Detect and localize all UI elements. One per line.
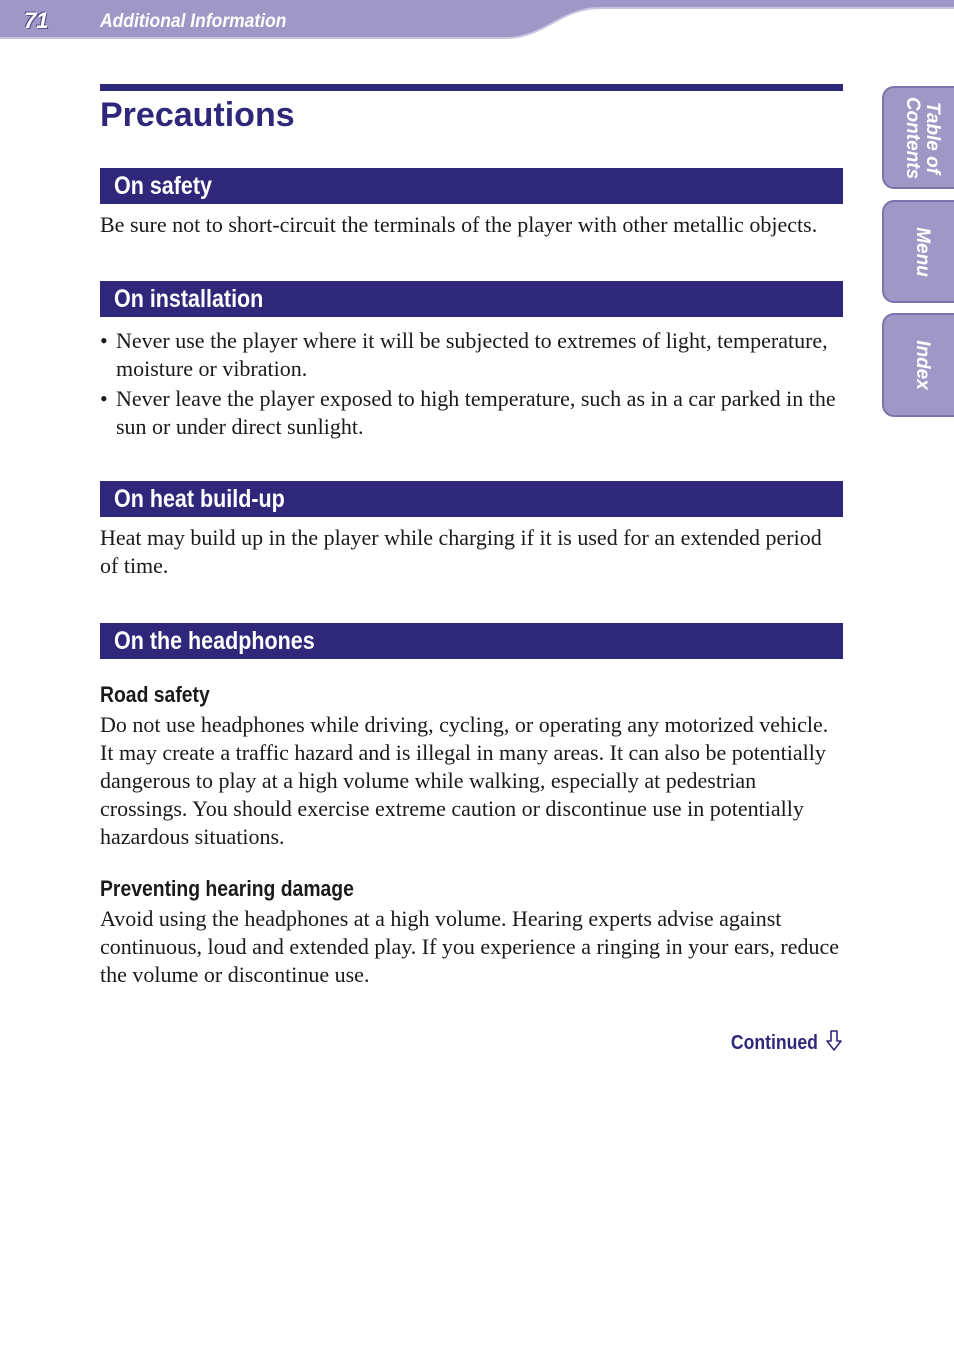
road-safety-text: Do not use headphones while driving, cycling, or operating any motorized vehicle. It may create a traffic hazard and is illegal in many areas. It can also be potentially dangerous to play at a high volume while walking, especially at pedestrian crossings. You should exercise extreme caution or discontinue use in potentially hazardous situations. (100, 712, 829, 849)
continued-label: Continued (730, 1032, 818, 1054)
arrow-down-icon (825, 1030, 843, 1052)
safety-text: Be sure not to short-circuit the terminals of the player with other metallic objects. (100, 212, 818, 237)
list-item: • Never use the player where it will be subjected to extremes of light, temperature, moisture or vibration. (100, 327, 843, 383)
installation-list (100, 327, 843, 441)
hearing-damage-heading (100, 875, 843, 903)
tab-index-label: Index (912, 340, 933, 390)
heading-on-the-headphones-label: On the headphones (114, 627, 315, 655)
tab-table-of-contents-label: Table of Contents (902, 96, 943, 179)
road-safety-heading (100, 681, 843, 709)
section-title: Additional Information (100, 11, 287, 32)
tab-table-of-contents[interactable] (882, 86, 954, 189)
heat-text: Heat may build up in the player while charging if it is used for an extended period of time. (100, 525, 822, 578)
list-item: • Never leave the player exposed to high temperature, such as in a car parked in the sun or under direct sunlight. (100, 385, 843, 441)
continued-link[interactable] (719, 1030, 843, 1055)
page-title: Precautions (100, 96, 295, 134)
road-safety-heading-label: Road safety (100, 682, 210, 707)
header-band (0, 0, 954, 40)
heading-on-the-headphones (100, 623, 843, 659)
page-number: 71 (24, 8, 49, 33)
heading-on-safety (100, 168, 843, 204)
hearing-damage-heading-label: Preventing hearing damage (100, 876, 354, 901)
heading-on-installation (100, 281, 843, 317)
heading-on-safety-label: On safety (114, 172, 212, 200)
tab-menu-label: Menu (912, 226, 933, 277)
heading-on-heat-build-up-label: On heat build-up (114, 485, 285, 513)
hearing-damage-text: Avoid using the headphones at a high volume. Hearing experts advise against continuous, loud and extended play. If you experience a ringing in your ears, reduce the volume or discontinue use. (100, 906, 839, 987)
main-content (100, 84, 843, 989)
tab-index[interactable] (882, 313, 954, 417)
heading-on-heat-build-up (100, 481, 843, 517)
title-rule (100, 84, 843, 91)
tab-menu[interactable] (882, 200, 954, 303)
heading-on-installation-label: On installation (114, 285, 264, 313)
